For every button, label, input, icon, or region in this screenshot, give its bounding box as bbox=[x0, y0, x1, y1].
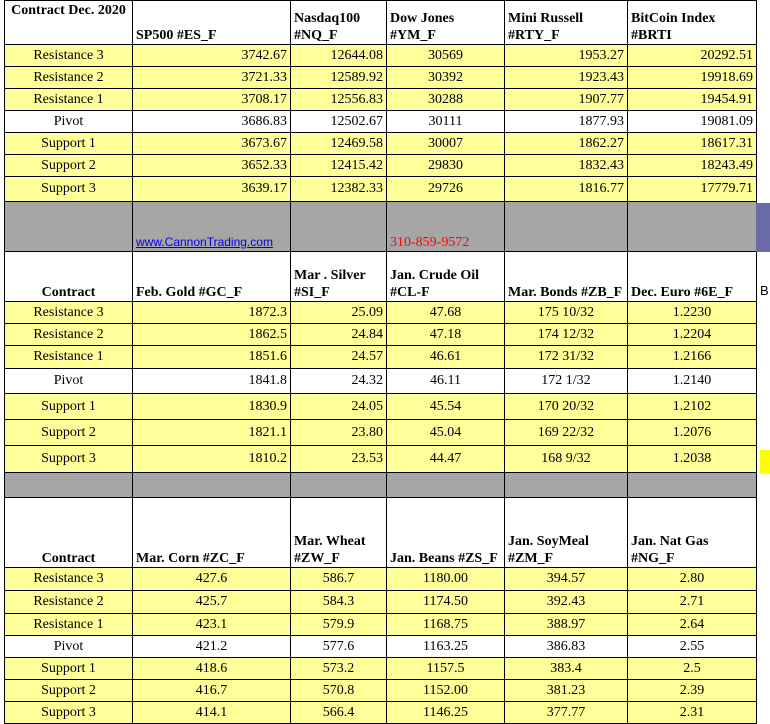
level-value: 169 22/32 bbox=[505, 420, 628, 446]
website-link[interactable]: www.CannonTrading.com bbox=[136, 235, 273, 249]
level-value: 1180.00 bbox=[387, 568, 505, 591]
sheet-edge-highlight bbox=[760, 450, 770, 474]
level-value: 427.6 bbox=[133, 568, 291, 591]
level-value: 20292.51 bbox=[628, 45, 757, 67]
level-value: 1.2166 bbox=[628, 346, 757, 369]
level-value: 2.71 bbox=[628, 591, 757, 614]
level-value: 394.57 bbox=[505, 568, 628, 591]
level-value: 1821.1 bbox=[133, 420, 291, 446]
level-value: 3652.33 bbox=[133, 155, 291, 177]
section3-header-row bbox=[5, 498, 757, 568]
separator-cell bbox=[628, 473, 757, 498]
level-value: 23.80 bbox=[291, 420, 387, 446]
level-value: 1832.43 bbox=[505, 155, 628, 177]
level-value: 1816.77 bbox=[505, 177, 628, 202]
separator-cell bbox=[505, 202, 628, 252]
level-label: Resistance 1 bbox=[5, 346, 133, 369]
separator-cell bbox=[505, 473, 628, 498]
level-value: 24.57 bbox=[291, 346, 387, 369]
level-value: 3721.33 bbox=[133, 67, 291, 89]
level-value: 3742.67 bbox=[133, 45, 291, 67]
edge-column-letter: B bbox=[760, 283, 769, 298]
column-header: SP500 #ES_F bbox=[133, 1, 291, 45]
level-value: 1.2038 bbox=[628, 446, 757, 473]
level-value: 377.77 bbox=[505, 702, 628, 724]
level-value: 30007 bbox=[387, 133, 505, 155]
level-value: 392.43 bbox=[505, 591, 628, 614]
separator-cell bbox=[387, 473, 505, 498]
separator-cell bbox=[133, 473, 291, 498]
level-value: 1.2076 bbox=[628, 420, 757, 446]
level-value: 1862.27 bbox=[505, 133, 628, 155]
level-label: Resistance 1 bbox=[5, 89, 133, 111]
section1-header-row bbox=[5, 1, 757, 45]
level-label: Resistance 2 bbox=[5, 67, 133, 89]
level-value: 570.8 bbox=[291, 680, 387, 702]
level-value: 170 20/32 bbox=[505, 394, 628, 420]
level-value: 388.97 bbox=[505, 614, 628, 636]
level-label: Support 2 bbox=[5, 680, 133, 702]
level-value: 12502.67 bbox=[291, 111, 387, 133]
level-value: 175 10/32 bbox=[505, 302, 628, 324]
level-label: Support 1 bbox=[5, 658, 133, 680]
level-value: 1841.8 bbox=[133, 369, 291, 394]
level-value: 425.7 bbox=[133, 591, 291, 614]
level-label: Support 1 bbox=[5, 133, 133, 155]
level-value: 30111 bbox=[387, 111, 505, 133]
column-header: Mar. Corn #ZC_F bbox=[133, 498, 291, 568]
level-value: 19918.69 bbox=[628, 67, 757, 89]
level-value: 23.53 bbox=[291, 446, 387, 473]
contract-label: Contract Dec. 2020 bbox=[5, 1, 133, 45]
level-value: 1.2204 bbox=[628, 324, 757, 346]
level-value: 2.64 bbox=[628, 614, 757, 636]
level-value: 46.11 bbox=[387, 369, 505, 394]
level-row bbox=[5, 680, 757, 702]
level-value: 24.32 bbox=[291, 369, 387, 394]
column-header: Jan. Crude Oil #CL-F bbox=[387, 252, 505, 302]
level-label: Pivot bbox=[5, 369, 133, 394]
separator-cell bbox=[291, 202, 387, 252]
level-value: 18243.49 bbox=[628, 155, 757, 177]
level-value: 418.6 bbox=[133, 658, 291, 680]
level-label: Support 3 bbox=[5, 446, 133, 473]
level-value: 12589.92 bbox=[291, 67, 387, 89]
level-value: 2.80 bbox=[628, 568, 757, 591]
level-row bbox=[5, 446, 757, 473]
level-row bbox=[5, 658, 757, 680]
level-value: 381.23 bbox=[505, 680, 628, 702]
column-header: Dec. Euro #6E_F bbox=[628, 252, 757, 302]
level-value: 24.84 bbox=[291, 324, 387, 346]
level-label: Pivot bbox=[5, 111, 133, 133]
level-value: 577.6 bbox=[291, 636, 387, 658]
level-value: 172 31/32 bbox=[505, 346, 628, 369]
column-header: Feb. Gold #GC_F bbox=[133, 252, 291, 302]
level-value: 1.2230 bbox=[628, 302, 757, 324]
column-header: Mar. Bonds #ZB_F bbox=[505, 252, 628, 302]
level-row bbox=[5, 394, 757, 420]
level-row bbox=[5, 302, 757, 324]
separator-cell bbox=[387, 202, 505, 252]
separator-row bbox=[5, 473, 757, 498]
level-label: Resistance 2 bbox=[5, 591, 133, 614]
level-value: 1163.25 bbox=[387, 636, 505, 658]
level-label: Resistance 3 bbox=[5, 568, 133, 591]
level-row bbox=[5, 702, 757, 724]
level-row bbox=[5, 614, 757, 636]
level-label: Support 3 bbox=[5, 702, 133, 724]
separator-cell bbox=[628, 202, 757, 252]
level-value: 1157.5 bbox=[387, 658, 505, 680]
level-label: Resistance 3 bbox=[5, 45, 133, 67]
level-value: 416.7 bbox=[133, 680, 291, 702]
levels-table bbox=[4, 0, 757, 724]
level-value: 45.54 bbox=[387, 394, 505, 420]
level-label: Support 3 bbox=[5, 177, 133, 202]
level-label: Pivot bbox=[5, 636, 133, 658]
level-value: 386.83 bbox=[505, 636, 628, 658]
level-value: 3686.83 bbox=[133, 111, 291, 133]
level-value: 19081.09 bbox=[628, 111, 757, 133]
level-value: 1953.27 bbox=[505, 45, 628, 67]
level-value: 46.61 bbox=[387, 346, 505, 369]
column-header: Mar. Wheat #ZW_F bbox=[291, 498, 387, 568]
level-value: 1872.3 bbox=[133, 302, 291, 324]
level-row bbox=[5, 111, 757, 133]
level-value: 3639.17 bbox=[133, 177, 291, 202]
column-header: Nasdaq100 #NQ_F bbox=[291, 1, 387, 45]
level-value: 1851.6 bbox=[133, 346, 291, 369]
level-value: 1.2102 bbox=[628, 394, 757, 420]
level-value: 19454.91 bbox=[628, 89, 757, 111]
level-value: 18617.31 bbox=[628, 133, 757, 155]
level-value: 44.47 bbox=[387, 446, 505, 473]
level-value: 1877.93 bbox=[505, 111, 628, 133]
column-header: Mini Russell #RTY_F bbox=[505, 1, 628, 45]
level-row bbox=[5, 177, 757, 202]
level-row bbox=[5, 636, 757, 658]
level-value: 12644.08 bbox=[291, 45, 387, 67]
level-value: 1146.25 bbox=[387, 702, 505, 724]
level-row bbox=[5, 420, 757, 446]
contract-label: Contract bbox=[5, 252, 133, 302]
column-header: Jan. SoyMeal #ZM_F bbox=[505, 498, 628, 568]
level-row bbox=[5, 369, 757, 394]
column-header: Mar . Silver #SI_F bbox=[291, 252, 387, 302]
separator-cell bbox=[5, 473, 133, 498]
level-row bbox=[5, 591, 757, 614]
level-value: 168 9/32 bbox=[505, 446, 628, 473]
level-value: 1923.43 bbox=[505, 67, 628, 89]
level-row bbox=[5, 133, 757, 155]
level-value: 29726 bbox=[387, 177, 505, 202]
level-value: 1862.5 bbox=[133, 324, 291, 346]
level-value: 2.5 bbox=[628, 658, 757, 680]
separator-cell bbox=[133, 202, 291, 252]
level-value: 579.9 bbox=[291, 614, 387, 636]
column-header: Jan. Beans #ZS_F bbox=[387, 498, 505, 568]
level-value: 1.2140 bbox=[628, 369, 757, 394]
level-value: 586.7 bbox=[291, 568, 387, 591]
level-label: Resistance 3 bbox=[5, 302, 133, 324]
level-value: 29830 bbox=[387, 155, 505, 177]
level-value: 584.3 bbox=[291, 591, 387, 614]
level-row bbox=[5, 89, 757, 111]
level-value: 573.2 bbox=[291, 658, 387, 680]
level-value: 414.1 bbox=[133, 702, 291, 724]
level-row bbox=[5, 45, 757, 67]
level-value: 30569 bbox=[387, 45, 505, 67]
level-value: 12469.58 bbox=[291, 133, 387, 155]
level-row bbox=[5, 67, 757, 89]
column-header: Jan. Nat Gas #NG_F bbox=[628, 498, 757, 568]
level-value: 3673.67 bbox=[133, 133, 291, 155]
level-value: 12382.33 bbox=[291, 177, 387, 202]
level-value: 2.39 bbox=[628, 680, 757, 702]
level-row bbox=[5, 346, 757, 369]
contract-label: Contract bbox=[5, 498, 133, 568]
level-label: Support 2 bbox=[5, 420, 133, 446]
level-value: 25.09 bbox=[291, 302, 387, 324]
level-value: 17779.71 bbox=[628, 177, 757, 202]
level-value: 12415.42 bbox=[291, 155, 387, 177]
level-value: 30288 bbox=[387, 89, 505, 111]
level-label: Support 2 bbox=[5, 155, 133, 177]
level-label: Resistance 1 bbox=[5, 614, 133, 636]
sheet-edge-strip bbox=[756, 203, 770, 252]
level-value: 423.1 bbox=[133, 614, 291, 636]
separator-cell bbox=[5, 202, 133, 252]
level-value: 1168.75 bbox=[387, 614, 505, 636]
level-value: 47.68 bbox=[387, 302, 505, 324]
level-value: 383.4 bbox=[505, 658, 628, 680]
level-value: 566.4 bbox=[291, 702, 387, 724]
separator-row bbox=[5, 202, 757, 252]
level-value: 421.2 bbox=[133, 636, 291, 658]
level-value: 30392 bbox=[387, 67, 505, 89]
level-row bbox=[5, 568, 757, 591]
separator-cell bbox=[291, 473, 387, 498]
level-value: 1152.00 bbox=[387, 680, 505, 702]
level-row bbox=[5, 155, 757, 177]
column-header: Dow Jones #YM_F bbox=[387, 1, 505, 45]
level-value: 2.31 bbox=[628, 702, 757, 724]
level-value: 24.05 bbox=[291, 394, 387, 420]
phone-number: 310-859-9572 bbox=[390, 235, 470, 250]
level-value: 172 1/32 bbox=[505, 369, 628, 394]
level-value: 3708.17 bbox=[133, 89, 291, 111]
level-value: 12556.83 bbox=[291, 89, 387, 111]
level-value: 45.04 bbox=[387, 420, 505, 446]
level-label: Resistance 2 bbox=[5, 324, 133, 346]
level-row bbox=[5, 324, 757, 346]
level-value: 1810.2 bbox=[133, 446, 291, 473]
level-label: Support 1 bbox=[5, 394, 133, 420]
level-value: 1174.50 bbox=[387, 591, 505, 614]
level-value: 2.55 bbox=[628, 636, 757, 658]
level-value: 1830.9 bbox=[133, 394, 291, 420]
column-header: BitCoin Index #BRTI bbox=[628, 1, 757, 45]
level-value: 47.18 bbox=[387, 324, 505, 346]
level-value: 174 12/32 bbox=[505, 324, 628, 346]
section2-header-row bbox=[5, 252, 757, 302]
level-value: 1907.77 bbox=[505, 89, 628, 111]
